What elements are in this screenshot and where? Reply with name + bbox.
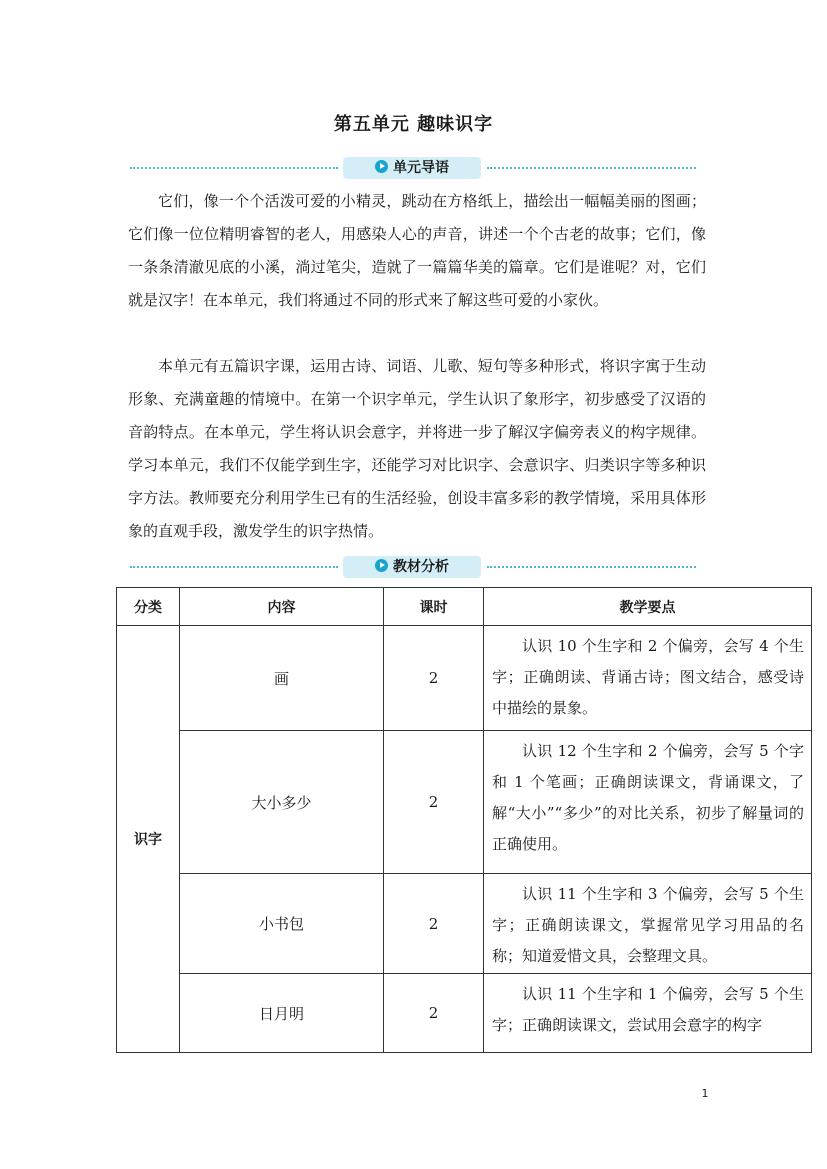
- table-header-row: [117, 588, 812, 626]
- intro-paragraph-2: 本单元有五篇识字课，运用古诗、词语、儿歌、短句等多种形式，将识字寓于生动形象、充满童趣的情境中。在第一个识字单元，学生认识了象形字，初步感受了汉语的音韵特点。在本单元，学生将认识会意字，并将进一步了解汉字偏旁表义的构字规律。学习本单元，我们不仅能学到生字，还能学习对比识字、会意识字、归类识字等多种识字方法。教师要充分利用学生已有的生活经验，创设丰富多彩的教学情境，采用具体形象的直观手段，激发学生的识字热情。: [128, 357, 706, 540]
- points-text: 认识 10 个生字和 2 个偏旁，会写 4 个生字；正确朗读、背诵古诗；图文结合，感受诗中描绘的景象。: [492, 637, 804, 717]
- hours-cell: 2: [384, 626, 484, 731]
- content-cell: 小书包: [180, 874, 384, 974]
- intro-paragraph-1: 它们，像一个个活泼可爱的小精灵，跳动在方格纸上，描绘出一幅幅美丽的图画；它们像一位位精明睿智的老人，用感染人心的声音，讲述一个个古老的故事；它们，像一条条清澈见底的小溪，淌过笔尖，造就了一篇篇华美的篇章。它们是谁呢？对，它们就是汉字！在本单元，我们将通过不同的形式来了解这些可爱的小家伙。: [128, 192, 706, 309]
- dotted-divider: [487, 566, 696, 568]
- points-cell: [484, 626, 812, 731]
- dotted-divider: [130, 167, 338, 169]
- content-cell: 画: [180, 626, 384, 731]
- dotted-divider: [130, 566, 338, 568]
- category-cell: 识字: [117, 626, 180, 1053]
- section-header-analysis: [130, 556, 696, 578]
- hours-cell: 2: [384, 731, 484, 874]
- analysis-table: [116, 587, 812, 1053]
- section-title-analysis: 教材分析: [393, 559, 449, 575]
- header-hours: 课时: [384, 588, 484, 626]
- section-header-intro: [130, 157, 696, 179]
- points-text: 认识 12 个生字和 2 个偏旁，会写 5 个字和 1 个笔画；正确朗读课文，背诵课文，了解“大小”“多少”的对比关系，初步了解量词的正确使用。: [492, 742, 804, 853]
- arrow-right-icon: [375, 559, 388, 572]
- hours-cell: 2: [384, 974, 484, 1053]
- page-title: 第五单元 趣味识字: [333, 114, 494, 135]
- points-text: 认识 11 个生字和 3 个偏旁，会写 5 个生字；正确朗读课文，掌握常见学习用品的名称；知道爱惜文具，会整理文具。: [492, 885, 804, 965]
- content-cell: 大小多少: [180, 731, 384, 874]
- dotted-divider: [487, 167, 696, 169]
- table-row: [117, 731, 812, 874]
- arrow-right-icon: [375, 160, 388, 173]
- table-row: [117, 626, 812, 731]
- header-content: 内容: [180, 588, 384, 626]
- points-cell: [484, 874, 812, 974]
- section-pill: [343, 157, 481, 179]
- section-title-intro: 单元导语: [393, 160, 449, 176]
- points-text: 认识 11 个生字和 1 个偏旁，会写 5 个生字；正确朗读课文，尝试用会意字的构字: [492, 985, 804, 1034]
- hours-cell: 2: [384, 874, 484, 974]
- table-row: [117, 974, 812, 1053]
- points-cell: [484, 731, 812, 874]
- table-row: [117, 874, 812, 974]
- header-points: 教学要点: [484, 588, 812, 626]
- section-pill: [343, 556, 481, 578]
- content-cell: 日月明: [180, 974, 384, 1053]
- header-category: 分类: [117, 588, 180, 626]
- points-cell: [484, 974, 812, 1053]
- page-number: 1: [701, 1087, 709, 1100]
